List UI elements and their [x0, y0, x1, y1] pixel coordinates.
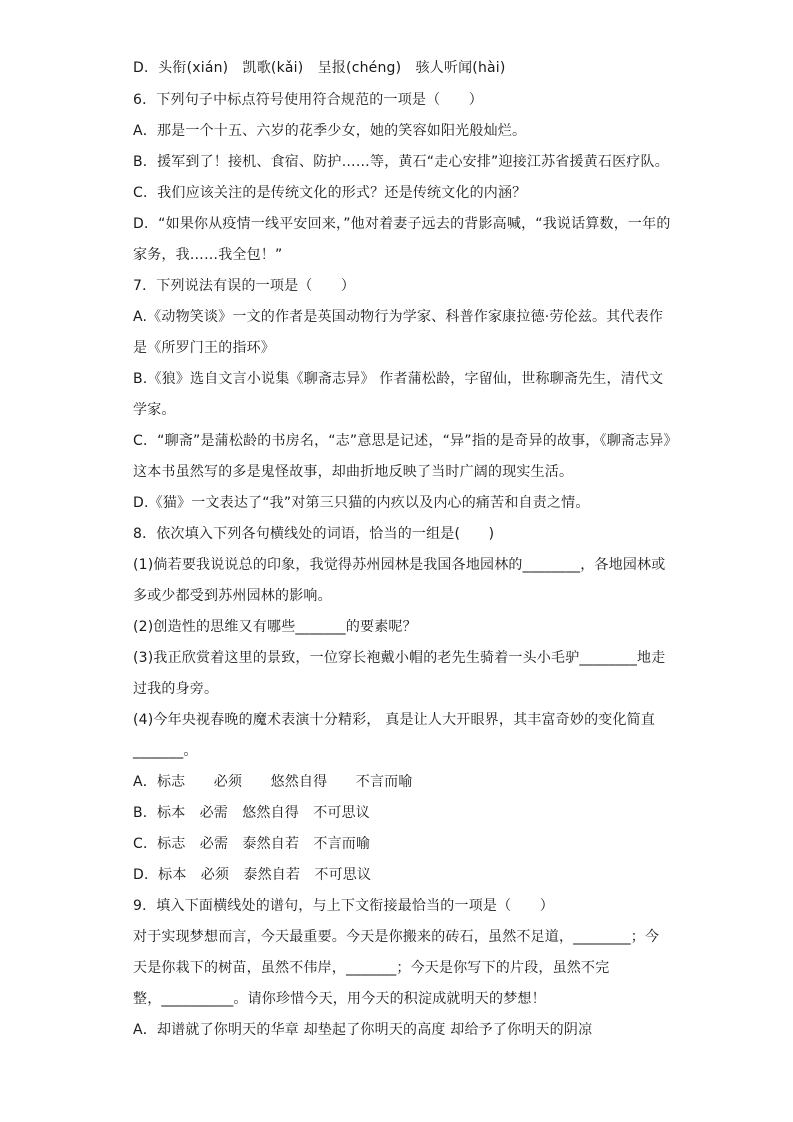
- q8-sentence-4-cont: _______。: [133, 743, 198, 759]
- q8-stem: 8．依次填入下列各句横线处的词语，恰当的一组是( ): [133, 526, 495, 542]
- q8-sentence-4: (4)今年央视春晚的魔术表演十分精彩， 真是让人大开眼界，其丰富奇妙的变化简直: [133, 712, 656, 728]
- q9-passage-3: 整，__________。请你珍惜今天，用今天的积淀成就明天的梦想！: [133, 991, 546, 1007]
- q9-option-a: A．却谱就了你明天的华章 却垫起了你明天的高度 却给予了你明天的阴凉: [133, 1022, 593, 1038]
- q7-stem: 7．下列说法有误的一项是（ ）: [133, 278, 356, 294]
- q7-option-d: D.《猫》一文表达了“我”对第三只猫的内疚以及内心的痛苦和自责之情。: [133, 495, 590, 511]
- q6-option-a: A．那是一个十五、六岁的花季少女，她的笑容如阳光般灿烂。: [133, 123, 527, 139]
- q8-option-a: A．标志 必须 悠然自得 不言而喻: [133, 774, 413, 790]
- q5-option-d: D．头衔(xián) 凯歌(kǎi) 呈报(chéng) 骇人听闻(hài): [133, 60, 506, 76]
- q9-passage-2: 天是你栽下的树苗，虽然不伟岸，_______；今天是你写下的片段，虽然不完: [133, 960, 610, 976]
- q8-sentence-3: (3)我正欣赏着这里的景致，一位穿长袍戴小帽的老先生骑着一头小毛驴________地走: [133, 650, 666, 666]
- q9-passage-1: 对于实现梦想而言，今天最重要。今天是你搬来的砖石，虽然不足道，________；今: [133, 929, 660, 945]
- q7-option-b: B.《狼》选自文言小说集《聊斋志异》 作者蒲松龄，字留仙，世称聊斋先生，清代文: [133, 371, 664, 387]
- q7-option-b-cont: 学家。: [133, 402, 176, 418]
- q8-option-c: C．标志 必需 泰然自若 不言而喻: [133, 836, 371, 852]
- q8-sentence-3-cont: 过我的身旁。: [133, 681, 219, 697]
- q8-sentence-1: (1)倘若要我说说总的印象，我觉得苏州园林是我国各地园林的________，各地园林或: [133, 557, 666, 573]
- q6-stem: 6．下列句子中标点符号使用符合规范的一项是（ ）: [133, 92, 483, 108]
- q7-option-c-cont: 这本书虽然写的多是鬼怪故事，却曲折地反映了当时广阔的现实生活。: [133, 464, 574, 480]
- q8-option-d: D．标本 必须 泰然自若 不可思议: [133, 867, 372, 883]
- q6-option-b: B．援军到了！接机、食宿、防护……等，黄石“走心安排”迎接江苏省援黄石医疗队。: [133, 154, 669, 170]
- q8-sentence-1-cont: 多或少都受到苏州园林的影响。: [133, 588, 332, 604]
- q6-option-c: C．我们应该关注的是传统文化的形式？还是传统文化的内涵？: [133, 185, 527, 201]
- q9-stem: 9．填入下面横线处的谱句，与上下文衔接最恰当的一项是（ ）: [133, 898, 554, 914]
- q8-sentence-2: (2)创造性的思维又有哪些_______的要素呢？: [133, 619, 417, 635]
- q7-option-a-cont: 是《所罗门王的指环》: [133, 340, 275, 356]
- q6-option-d-cont: 家务，我……我全包！”: [133, 247, 283, 263]
- q6-option-d: D．“如果你从疫情一线平安回来，”他对着妻子远去的背影高喊，“我说话算数，一年的: [133, 216, 671, 232]
- q7-option-a: A.《动物笑谈》一文的作者是英国动物行为学家、科普作家康拉德·劳伦兹。其代表作: [133, 309, 664, 325]
- q7-option-c: C．“聊斋”是蒲松龄的书房名，“志”意思是记述，“异”指的是奇异的故事，《聊斋志异》: [133, 433, 678, 449]
- q8-option-b: B．标本 必需 悠然自得 不可思议: [133, 805, 371, 821]
